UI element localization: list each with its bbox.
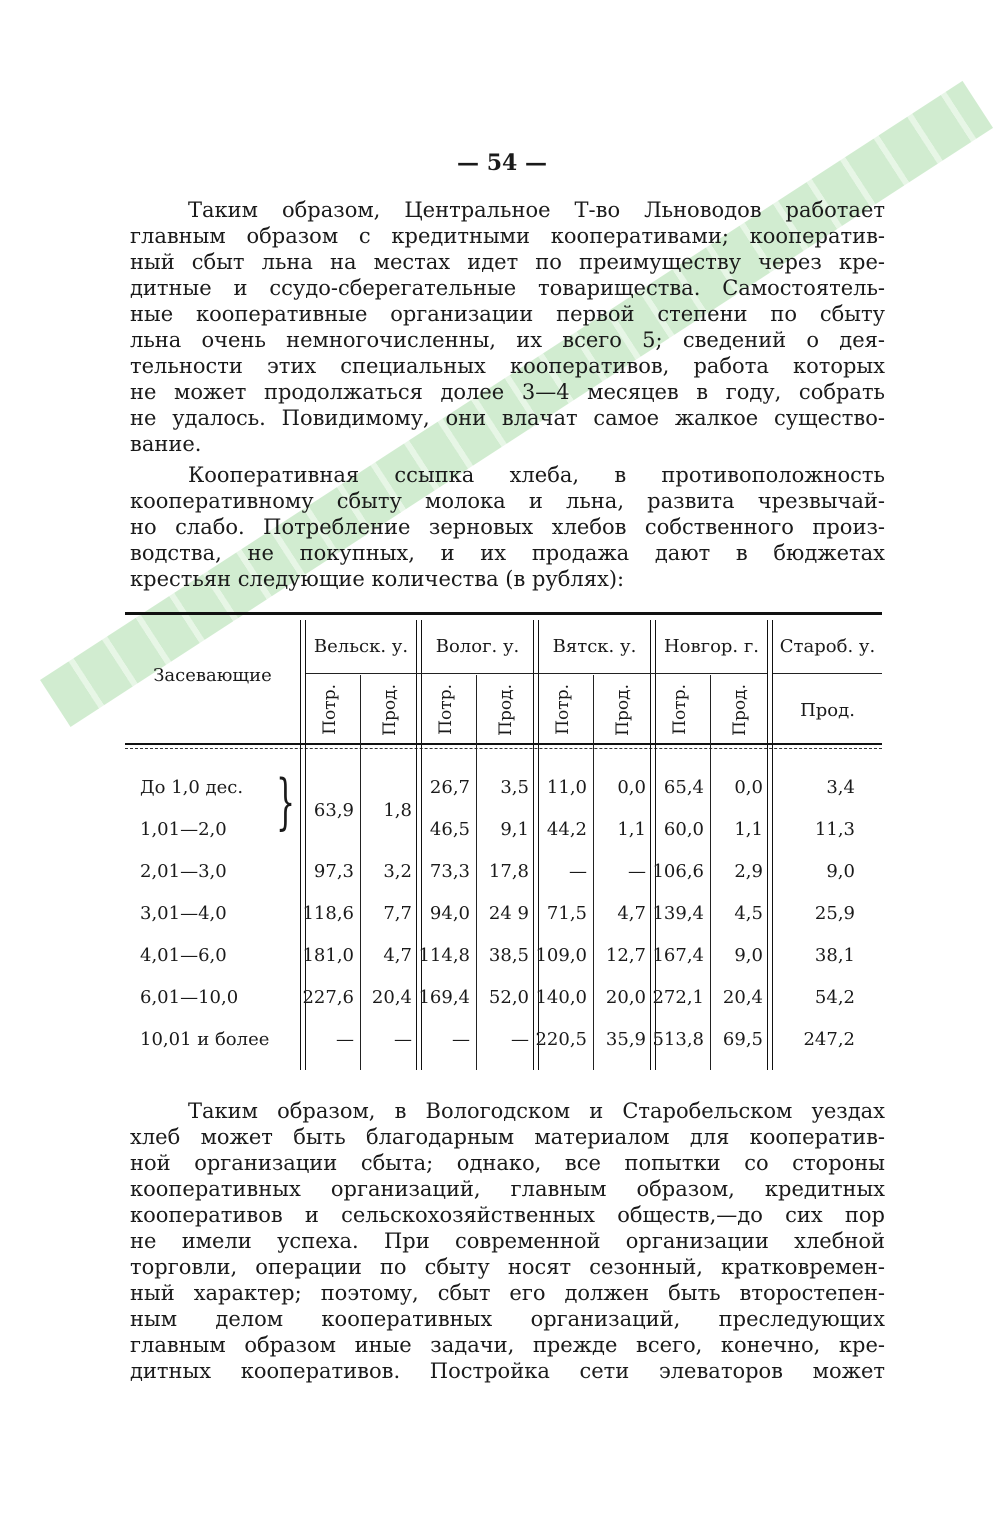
text-line: льна очень немногочисленны, их всего 5; сведений о дея- xyxy=(130,328,885,352)
row-header-label: Засевающие xyxy=(153,665,272,686)
text-line: кооперативных организаций, главным образом, кредитных xyxy=(130,1177,885,1201)
table-cell: 12,7 xyxy=(605,945,646,966)
table-cell: 60,0 xyxy=(663,819,704,840)
table-cell: 139,4 xyxy=(652,903,704,924)
row-label: 4,01—6,0 xyxy=(140,945,227,966)
group-header: Новгор. г. xyxy=(663,636,760,657)
table-cell: 54,2 xyxy=(814,987,855,1008)
text-line: торговли, операции по сбыту носят сезонный, кратковремен- xyxy=(130,1255,885,1279)
table-cell: 71,5 xyxy=(546,903,587,924)
text-line: кооперативному сбыту молока и льна, развита чрезвычай- xyxy=(130,489,885,513)
group-header: Вельск. у. xyxy=(313,636,409,657)
text-line: ные кооперативные организации первой степени по сбыту xyxy=(130,302,885,326)
text-line: крестьян следующие количества (в рублях): xyxy=(130,567,625,591)
table-cell: 3,5 xyxy=(500,777,529,798)
table-subdivider xyxy=(593,675,594,1070)
table-cell: 220,5 xyxy=(535,1029,587,1050)
sub-header-potr: Потр. xyxy=(320,684,340,735)
table-cell: 0,0 xyxy=(617,777,646,798)
table-top-rule xyxy=(125,612,882,615)
text-line: кооперативов и сельскохозяйственных обществ,—до сих пор xyxy=(130,1203,885,1227)
row-label: 6,01—10,0 xyxy=(140,987,239,1008)
text-line: не удалось. Повидимому, они влачат самое жалкое существо- xyxy=(130,406,885,430)
table-cell-merged: 1,8 xyxy=(383,800,412,821)
table-cell: 9,0 xyxy=(734,945,763,966)
sub-header-prod: Прод. xyxy=(380,684,400,736)
table-cell: 69,5 xyxy=(722,1029,763,1050)
table-cell: 167,4 xyxy=(652,945,704,966)
table-subdivider xyxy=(360,675,361,1070)
text-line: Таким образом, в Вологодском и Старобельском уездах xyxy=(188,1099,885,1123)
row-label: До 1,0 дес. xyxy=(140,777,244,798)
row-label: 10,01 и более xyxy=(140,1029,270,1050)
text-line: ный характер; поэтому, сбыт его должен быть второстепен- xyxy=(130,1281,885,1305)
sub-header-potr: Потр. xyxy=(553,684,573,735)
text-line: Кооперативная ссыпка хлеба, в противоположность xyxy=(188,463,885,487)
table-cell: 94,0 xyxy=(429,903,470,924)
table-cell: 20,4 xyxy=(722,987,763,1008)
text-line: не может продолжаться долее 3—4 месяцев в году, собрать xyxy=(130,380,885,404)
table-cell: 38,5 xyxy=(488,945,529,966)
text-line: главным образом иные задачи, прежде всего, конечно, кре- xyxy=(130,1333,885,1357)
sub-header-prod: Прод. xyxy=(613,684,633,736)
table-cell: 4,7 xyxy=(383,945,412,966)
table-cell: 44,2 xyxy=(546,819,587,840)
text-line: тельности этих специальных кооперативов, работа которых xyxy=(130,354,885,378)
text-line: ным делом кооперативных организаций, преследующих xyxy=(130,1307,885,1331)
table-cell: 20,4 xyxy=(371,987,412,1008)
table-cell: 25,9 xyxy=(814,903,855,924)
table-cell: 3,2 xyxy=(383,861,412,882)
table-cell: — xyxy=(394,1029,412,1050)
table-cell: 17,8 xyxy=(488,861,529,882)
table-cell: 97,3 xyxy=(313,861,354,882)
paragraph-3 xyxy=(130,1098,885,1384)
table-cell: 140,0 xyxy=(535,987,587,1008)
paragraph-1 xyxy=(130,197,885,457)
sub-header-potr: Потр. xyxy=(436,684,456,735)
table-cell: 4,5 xyxy=(734,903,763,924)
table-cell: — xyxy=(452,1029,470,1050)
page-number: — 54 — xyxy=(457,150,547,176)
table-cell: 106,6 xyxy=(652,861,704,882)
sub-header-prod: Прод. xyxy=(800,700,855,721)
table-cell: 0,0 xyxy=(734,777,763,798)
table-cell: 9,1 xyxy=(500,819,529,840)
group-header: Староб. у. xyxy=(779,636,876,657)
table-cell: — xyxy=(628,861,646,882)
table-subdivider xyxy=(476,675,477,1070)
paragraph-2 xyxy=(130,462,885,592)
table-cell: — xyxy=(569,861,587,882)
table-cell: 24 9 xyxy=(488,903,529,924)
sub-header-prod: Прод. xyxy=(730,684,750,736)
table-cell-merged: 63,9 xyxy=(313,800,354,821)
text-line: не имели успеха. При современной организации хлебной xyxy=(130,1229,885,1253)
table-cell: 181,0 xyxy=(302,945,354,966)
table-cell: 52,0 xyxy=(488,987,529,1008)
table-cell: 272,1 xyxy=(652,987,704,1008)
group-header: Вятск. у. xyxy=(552,636,637,657)
table-subheader-rule xyxy=(773,673,882,674)
table-subheader-rule xyxy=(306,673,767,674)
table-cell: 1,1 xyxy=(734,819,763,840)
table-cell: 11,0 xyxy=(546,777,587,798)
table-cell: 26,7 xyxy=(429,777,470,798)
table-cell: 20,0 xyxy=(605,987,646,1008)
text-line: дитных кооперативов. Постройка сети элеваторов может xyxy=(130,1359,885,1383)
text-line: Таким образом, Центральное Т-во Льноводов работает xyxy=(188,198,885,222)
table-cell: 11,3 xyxy=(814,819,855,840)
table-cell: 7,7 xyxy=(383,903,412,924)
table-cell: 2,9 xyxy=(734,861,763,882)
text-line: вание. xyxy=(130,432,202,456)
table-cell: 65,4 xyxy=(663,777,704,798)
table-cell: 73,3 xyxy=(429,861,470,882)
table-cell: 3,4 xyxy=(826,777,855,798)
group-header: Волог. у. xyxy=(435,636,520,657)
text-line: хлеб может быть благодарным материалом для кооператив- xyxy=(130,1125,885,1149)
text-line: ный сбыт льна на местах идет по преимуществу через кре- xyxy=(130,250,885,274)
text-line: главным образом с кредитными кооперативами; кооператив- xyxy=(130,224,885,248)
table-cell: 38,1 xyxy=(814,945,855,966)
table-cell: 118,6 xyxy=(302,903,354,924)
table-cell: 1,1 xyxy=(617,819,646,840)
table-cell: 109,0 xyxy=(535,945,587,966)
text-line: ной организации сбыта; однако, все попытки со стороны xyxy=(130,1151,885,1175)
sub-header-prod: Прод. xyxy=(496,684,516,736)
brace-symbol: } xyxy=(276,767,296,837)
row-label: 3,01—4,0 xyxy=(140,903,227,924)
table-cell: 247,2 xyxy=(803,1029,855,1050)
table-cell: — xyxy=(511,1029,529,1050)
table-cell: 114,8 xyxy=(418,945,470,966)
table-cell: — xyxy=(336,1029,354,1050)
table-cell: 4,7 xyxy=(617,903,646,924)
table-cell: 227,6 xyxy=(302,987,354,1008)
table-subdivider xyxy=(710,675,711,1070)
sub-header-potr: Потр. xyxy=(670,684,690,735)
table-cell: 9,0 xyxy=(826,861,855,882)
table-cell: 35,9 xyxy=(605,1029,646,1050)
row-label: 2,01—3,0 xyxy=(140,861,227,882)
table-cell: 169,4 xyxy=(418,987,470,1008)
text-line: но слабо. Потребление зерновых хлебов собственного произ- xyxy=(130,515,885,539)
table-cell: 513,8 xyxy=(652,1029,704,1050)
row-label: 1,01—2,0 xyxy=(140,819,227,840)
table-cell: 46,5 xyxy=(429,819,470,840)
text-line: дитные и ссудо-сберегательные товарищества. Самостоятель- xyxy=(130,276,885,300)
text-line: водства, не покупных, и их продажа дают в бюджетах xyxy=(130,541,885,565)
